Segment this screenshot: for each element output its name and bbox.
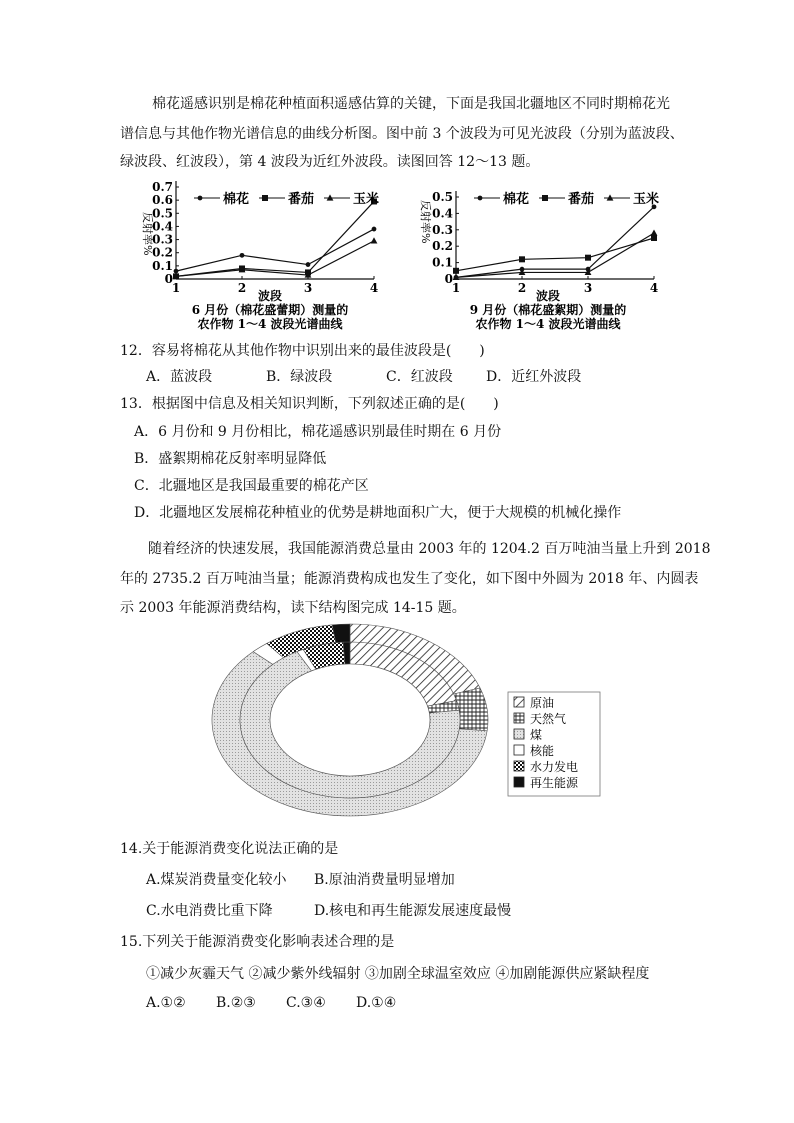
intro2-line3: 示 2003 年能源消费结构，读下结构图完成 14-15 题。 <box>120 600 466 616</box>
y-tick-label: 0.2 <box>432 239 453 254</box>
q14-option-a: A.煤炭消费量变化较小 <box>146 872 287 888</box>
q15-statements: ①减少灰霾天气 ②减少紫外线辐射 ③加剧全球温室效应 ④加剧能源供应紧缺程度 <box>146 966 650 982</box>
legend-label: 番茄 <box>568 192 595 207</box>
q13-option-b: B．盛絮期棉花反射率明显降低 <box>134 451 327 467</box>
q13-stem: 13．根据图中信息及相关知识判断，下列叙述正确的是( ) <box>120 396 499 412</box>
y-tick-label: 0.3 <box>152 232 173 247</box>
legend-label: 水力发电 <box>530 760 579 774</box>
y-tick-label: 0.1 <box>432 255 453 270</box>
q15-stem: 15.下列关于能源消费变化影响表述合理的是 <box>120 934 395 950</box>
legend-label: 煤 <box>530 728 543 742</box>
data-point-triangle <box>371 237 378 243</box>
data-point-square <box>651 235 657 241</box>
intro2-line1: 随着经济的快速发展，我国能源消费总量由 2003 年的 1204.2 百万吨油当量上升到 2018 <box>148 541 711 557</box>
x-tick-label: 4 <box>369 281 379 295</box>
intro1-line1: 棉花遥感识别是棉花种植面积遥感估算的关键，下面是我国北疆地区不同时期棉花光 <box>152 96 670 112</box>
x-tick-label: 4 <box>649 281 659 295</box>
y-tick-label: 0.4 <box>432 206 453 221</box>
y-tick-label: 0.6 <box>152 193 173 208</box>
september-spectral-chart <box>408 178 688 336</box>
legend-label: 玉米 <box>353 192 380 207</box>
legend-label: 核能 <box>530 744 555 758</box>
x-tick-label: 2 <box>517 281 527 295</box>
data-point-circle <box>240 253 245 258</box>
intro1-line3: 绿波段、红波段），第 4 波段为近红外波段。读图回答 12～13 题。 <box>120 154 540 170</box>
legend-swatch <box>514 777 524 787</box>
chart-caption-line1: 6 月份（棉花盛蕾期）测量的 <box>191 303 349 317</box>
intro1-line2: 谱信息与其他作物光谱信息的曲线分析图。图中前 3 个波段为可见光波段（分别为蓝波段、 <box>120 126 684 142</box>
legend-marker <box>198 196 203 201</box>
chart-caption-line2: 农作物 1～4 波段光谱曲线 <box>475 317 621 331</box>
q14-stem: 14.关于能源消费变化说法正确的是 <box>120 841 339 857</box>
chart-caption-line1: 9 月份（棉花盛絮期）测量的 <box>469 303 627 317</box>
legend-marker <box>478 196 483 201</box>
legend-label: 天然气 <box>530 712 567 726</box>
q13-option-c: C．北疆地区是我国最重要的棉花产区 <box>134 478 369 494</box>
legend-label: 棉花 <box>503 192 530 207</box>
y-tick-label: 0 <box>444 272 453 286</box>
x-tick-label: 2 <box>237 281 247 295</box>
q15-option-a: A.①② <box>146 995 186 1011</box>
data-point-square <box>453 268 459 274</box>
data-point-triangle <box>651 229 658 235</box>
y-tick-label: 0.7 <box>152 180 173 194</box>
series-line-circle <box>456 207 654 278</box>
y-tick-label: 0.5 <box>152 206 173 221</box>
q13-option-d: D．北疆地区发展棉花种植业的优势是耕地面积广大，便于大规模的机械化操作 <box>134 505 622 521</box>
x-tick-label: 3 <box>583 281 593 295</box>
y-tick-label: 0.1 <box>152 258 173 273</box>
q12-option-c: C．红波段 <box>386 369 453 385</box>
y-tick-label: 0 <box>164 272 173 286</box>
legend-label: 棉花 <box>223 192 250 207</box>
legend-marker <box>542 195 548 201</box>
legend-swatch <box>514 697 524 707</box>
y-tick-label: 0.4 <box>152 219 173 234</box>
legend-label: 原油 <box>530 696 555 710</box>
data-point-square <box>585 255 591 261</box>
y-tick-label: 0.2 <box>152 245 173 260</box>
q12-stem: 12．容易将棉花从其他作物中识别出来的最佳波段是( ) <box>120 343 485 359</box>
q15-option-b: B.②③ <box>216 995 256 1011</box>
legend-marker <box>262 195 268 201</box>
data-point-circle <box>372 227 377 232</box>
legend-swatch <box>514 729 524 739</box>
q15-option-c: C.③④ <box>286 995 326 1011</box>
y-tick-label: 0.3 <box>432 222 453 237</box>
q12-option-d: D．近红外波段 <box>486 369 582 385</box>
donut-hole <box>270 664 430 776</box>
intro2-line2: 年的 2735.2 百万吨油当量；能源消费构成也发生了变化，如下图中外圆为 2018 年、内圆表 <box>120 571 699 587</box>
legend-swatch <box>514 713 524 723</box>
y-axis-label: 反射率% <box>141 212 154 256</box>
x-tick-label: 3 <box>303 281 313 295</box>
q14-option-b: B.原油消费量明显增加 <box>314 872 455 888</box>
series-line-square <box>456 238 654 271</box>
x-axis-label: 波段 <box>257 289 283 303</box>
x-tick-label: 1 <box>171 281 181 295</box>
series-line-circle <box>176 229 374 271</box>
q12-option-b: B．绿波段 <box>266 369 333 385</box>
x-tick-label: 1 <box>451 281 461 295</box>
legend-label: 番茄 <box>288 192 315 207</box>
data-point-circle <box>306 262 311 267</box>
q14-option-d: D.核电和再生能源发展速度最慢 <box>314 903 512 919</box>
data-point-square <box>519 256 525 262</box>
q14-option-c: C.水电消费比重下降 <box>146 903 273 919</box>
series-line-triangle <box>456 233 654 277</box>
q15-option-d: D.①④ <box>356 995 397 1011</box>
energy-structure-donut-chart <box>210 622 610 818</box>
legend-label: 玉米 <box>633 192 660 207</box>
x-axis-label: 波段 <box>535 289 561 303</box>
legend-label: 再生能源 <box>530 776 579 790</box>
legend-swatch <box>514 745 524 755</box>
q12-option-a: A．蓝波段 <box>146 369 213 385</box>
y-tick-label: 0.5 <box>432 190 453 204</box>
q13-option-a: A．6 月份和 9 月份相比，棉花遥感识别最佳时期在 6 月份 <box>134 424 502 440</box>
chart-caption-line2: 农作物 1～4 波段光谱曲线 <box>197 317 343 331</box>
y-axis-label: 反射率% <box>419 200 432 244</box>
series-line-square <box>176 201 374 276</box>
legend-swatch <box>514 761 524 771</box>
june-spectral-chart <box>128 178 408 336</box>
